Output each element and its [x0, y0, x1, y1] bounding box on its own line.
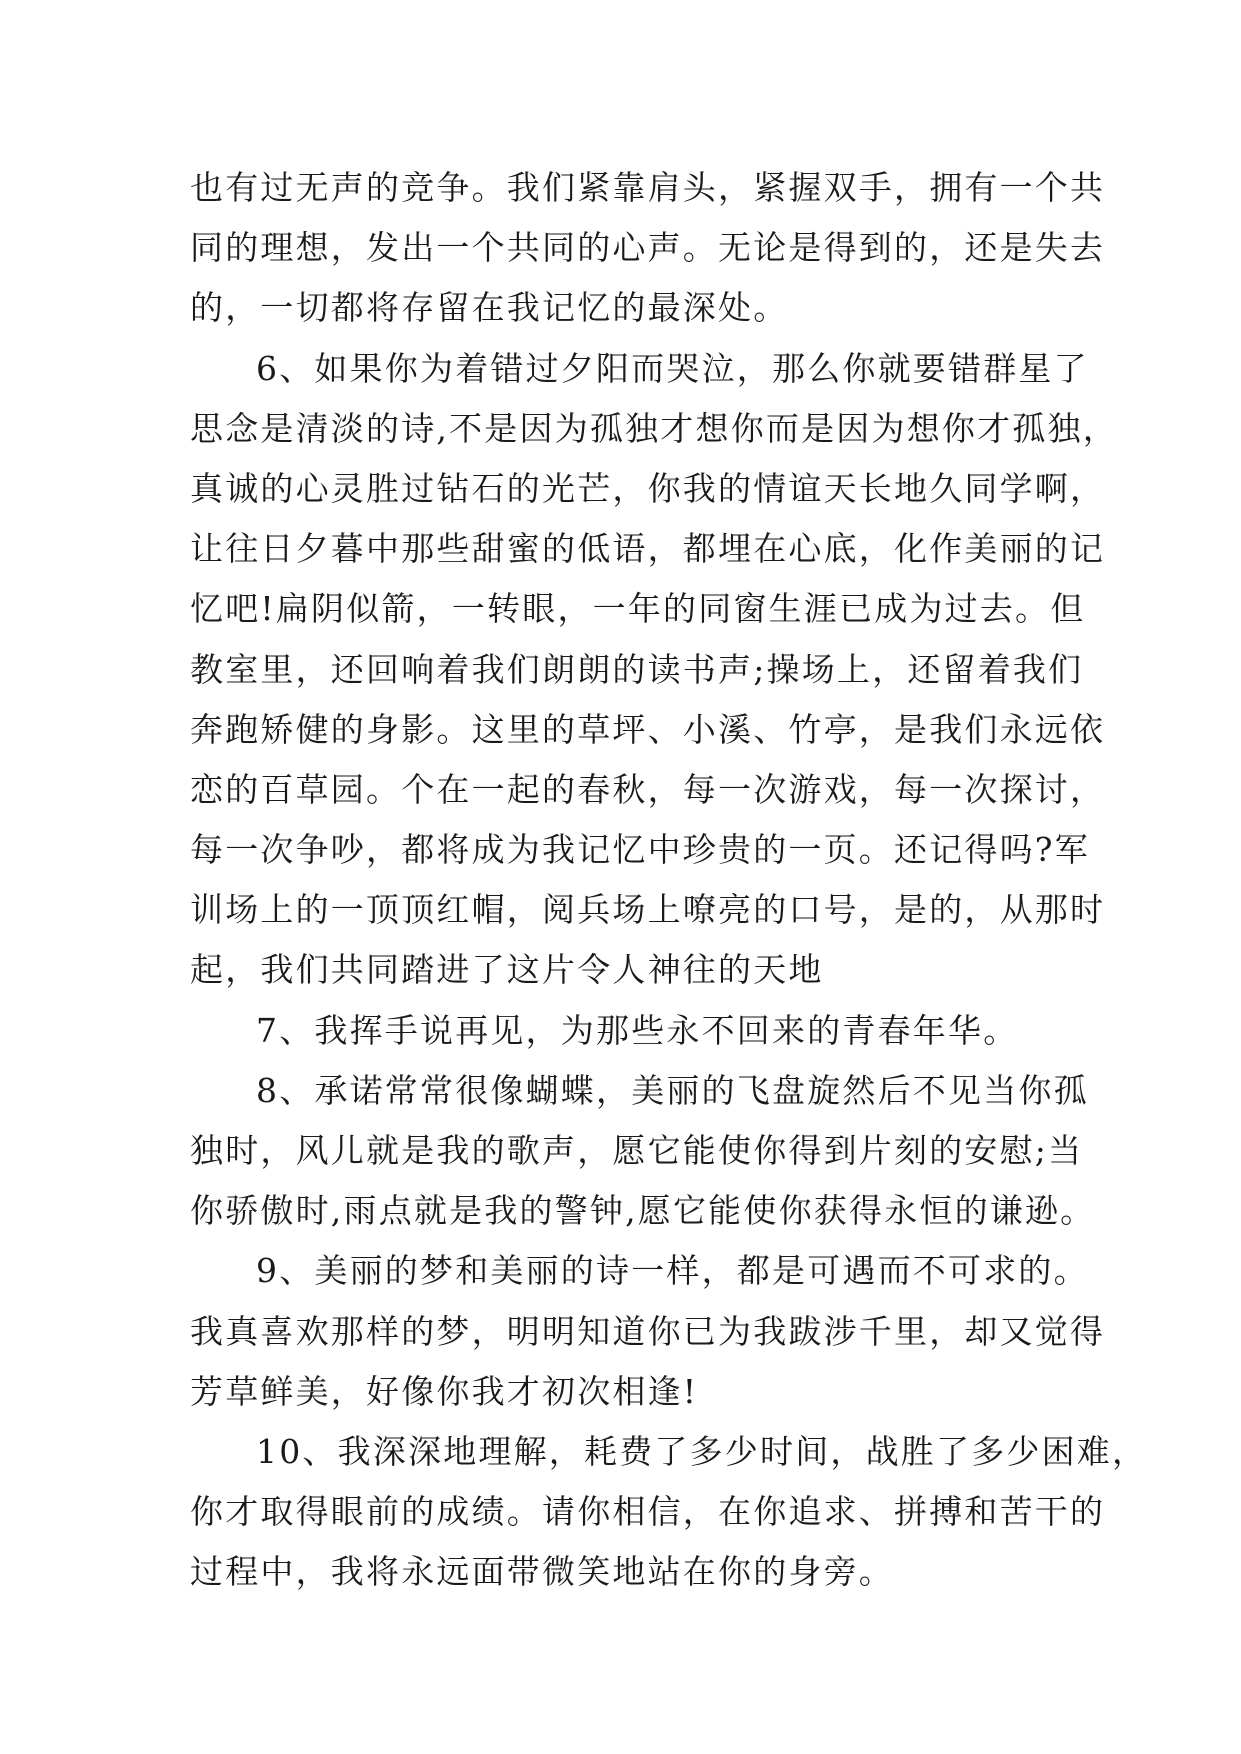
paragraph-first-line: 7、我挥手说再见，为那些永不回来的青春年华。 — [256, 1010, 1019, 1050]
paragraph-first-line: 6、如果你为着错过夕阳而哭泣，那么你就要错群星了 — [256, 348, 1089, 388]
paragraph-first-line: 10、我深深地理解，耗费了多少时间，战胜了多少困难， — [256, 1431, 1148, 1471]
text-line: 恋的百草园。个在一起的春秋，每一次游戏，每一次探讨， — [190, 769, 1106, 809]
text-line: 教室里，还回响着我们朗朗的读书声;操场上，还留着我们 — [190, 649, 1084, 689]
text-line: 的，一切都将存留在我记忆的最深处。 — [190, 288, 789, 328]
text-line: 过程中，我将永远面带微笑地站在你的身旁。 — [190, 1552, 894, 1592]
text-line: 让往日夕暮中那些甜蜜的低语，都埋在心底，化作美丽的记 — [190, 529, 1106, 569]
text-line: 训场上的一顶顶红帽，阅兵场上嘹亮的口号，是的，从那时 — [190, 890, 1106, 930]
text-line: 芳草鲜美，好像你我才初次相逢! — [190, 1371, 699, 1411]
text-line: 奔跑矫健的身影。这里的草坪、小溪、竹亭，是我们永远依 — [190, 709, 1106, 749]
paragraph-first-line: 8、承诺常常很像蝴蝶，美丽的飞盘旋然后不见当你孤 — [256, 1070, 1089, 1110]
text-line: 思念是清淡的诗,不是因为孤独才想你而是因为想你才孤独， — [190, 408, 1118, 448]
text-line: 你才取得眼前的成绩。请你相信，在你追求、拼搏和苦干的 — [190, 1492, 1106, 1532]
text-line: 你骄傲时,雨点就是我的警钟,愿它能使你获得永恒的谦逊。 — [190, 1191, 1096, 1231]
text-line: 也有过无声的竞争。我们紧靠肩头，紧握双手，拥有一个共 — [190, 168, 1106, 207]
text-line: 忆吧!扁阴似箭，一转眼，一年的同窗生涯已成为过去。但 — [190, 589, 1086, 629]
text-line: 同的理想，发出一个共同的心声。无论是得到的，还是失去 — [190, 228, 1106, 268]
text-line: 起，我们共同踏进了这片令人神往的天地 — [190, 950, 824, 990]
paragraph-first-line: 9、美丽的梦和美丽的诗一样，都是可遇而不可求的。 — [256, 1251, 1089, 1291]
text-line: 真诚的心灵胜过钻石的光芒，你我的情谊天长地久同学啊， — [190, 468, 1106, 508]
text-line: 我真喜欢那样的梦，明明知道你已为我跋涉千里，却又觉得 — [190, 1311, 1106, 1351]
document-body — [190, 158, 1148, 1603]
text-line: 独时，风儿就是我的歌声，愿它能使你得到片刻的安慰;当 — [190, 1131, 1084, 1170]
text-line: 每一次争吵，都将成为我记忆中珍贵的一页。还记得吗?军 — [190, 830, 1090, 870]
